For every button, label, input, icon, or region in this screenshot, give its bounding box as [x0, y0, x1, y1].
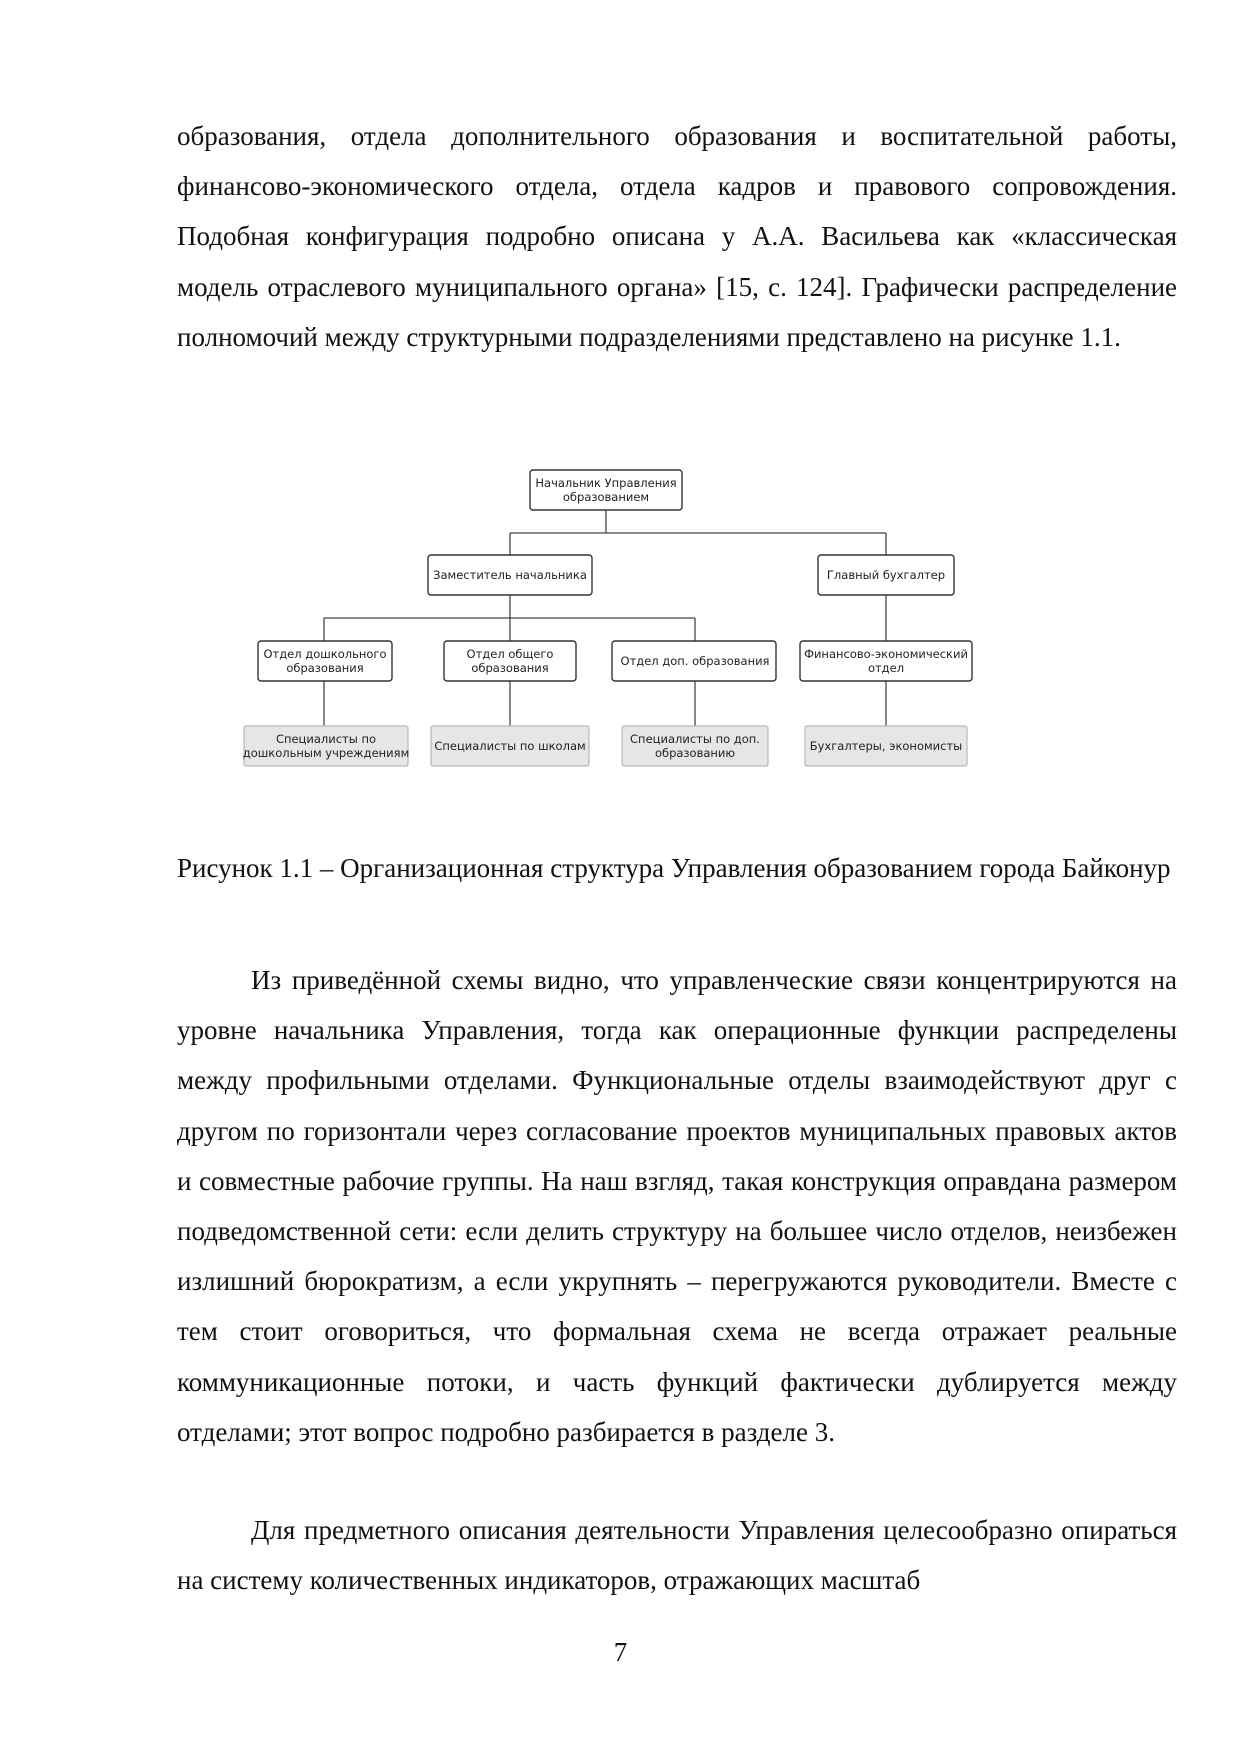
paragraph-2: Из приведённой схемы видно, что управленческие связи концентрируются на уровне начальника Управления, тогда как операционные функции распределены между профильными отделами. Функциональные отделы взаимодействуют друг с другом по горизонтали через согласование проектов муниципальных правовых актов и совместные рабочие группы. На наш взгляд, такая конструкция оправдана размером подведомственной сети: если делить структуру на большее число отделов, неизбежен излишний бюрократизм, а если укрупнять – перегружаются руководители. Вместе с тем стоит оговориться, что формальная схема не всегда отражает реальные коммуникационные потоки, и часть функций фактически дублируется между отделами; этот вопрос подробно разбирается в разделе 3. — [177, 965, 1177, 1447]
org-node-staff-preschool-line1: Специалисты по — [275, 732, 377, 746]
figure-caption: Рисунок 1.1 – Организационная структура Управления образованием города Байконур — [177, 853, 1171, 883]
org-node-dept-finance — [800, 641, 972, 681]
org-chart-svg — [242, 460, 1100, 810]
org-node-dept-finance-line1: Финансово-экономический — [804, 647, 968, 661]
org-node-staff-additional — [622, 726, 768, 766]
org-node-staff-finance — [805, 726, 967, 766]
org-node-staff-preschool — [243, 726, 410, 766]
org-node-dept-general-line2: образования — [471, 661, 549, 675]
org-node-dept-additional — [612, 641, 776, 681]
paragraph-3: Для предметного описания деятельности Управления целесообразно опираться на систему количественных индикаторов, отражающих масштаб — [177, 1515, 1177, 1596]
org-node-staff-additional-line1: Специалисты по доп. — [630, 732, 760, 746]
org-node-deputy-label: Заместитель начальника — [433, 568, 587, 582]
org-chart-figure — [242, 460, 1100, 810]
org-node-dept-preschool — [258, 641, 392, 681]
org-node-dept-additional-label: Отдел доп. образования — [620, 654, 770, 668]
org-node-dept-general — [444, 641, 576, 681]
org-node-dept-finance-line2: отдел — [867, 661, 905, 675]
paragraph-1: образования, отдела дополнительного образования и воспитательной работы, финансово-экономического отдела, отдела кадров и правового сопровождения. Подобная конфигурация подробно описана у А.А. Васильева как «классическая модель отраслевого муниципального органа» [15, с. 124]. Графически распределение полномочий между структурными подразделениями представлено на рисунке 1.1. — [177, 121, 1177, 352]
org-node-head-line2: образованием — [562, 490, 650, 504]
page-number: 7 — [613, 1637, 628, 1667]
org-node-dept-preschool-line2: образования — [286, 661, 364, 675]
org-node-dept-preschool-line1: Отдел дошкольного — [263, 647, 387, 661]
org-node-head — [530, 470, 682, 510]
org-chart-connectors — [324, 510, 886, 726]
org-node-dept-general-line1: Отдел общего — [466, 647, 554, 661]
org-node-accountant-label: Главный бухгалтер — [826, 568, 946, 582]
org-node-staff-finance-label: Бухгалтеры, экономисты — [809, 739, 963, 753]
org-node-staff-schools-label: Специалисты по школам — [434, 739, 586, 753]
org-node-accountant — [818, 555, 954, 595]
org-node-staff-preschool-line2: дошкольным учреждениям — [242, 746, 410, 760]
org-node-staff-schools — [431, 726, 589, 766]
org-node-deputy — [428, 555, 592, 595]
org-node-staff-additional-line2: образованию — [654, 746, 736, 760]
org-node-head-line1: Начальник Управления — [535, 476, 677, 490]
